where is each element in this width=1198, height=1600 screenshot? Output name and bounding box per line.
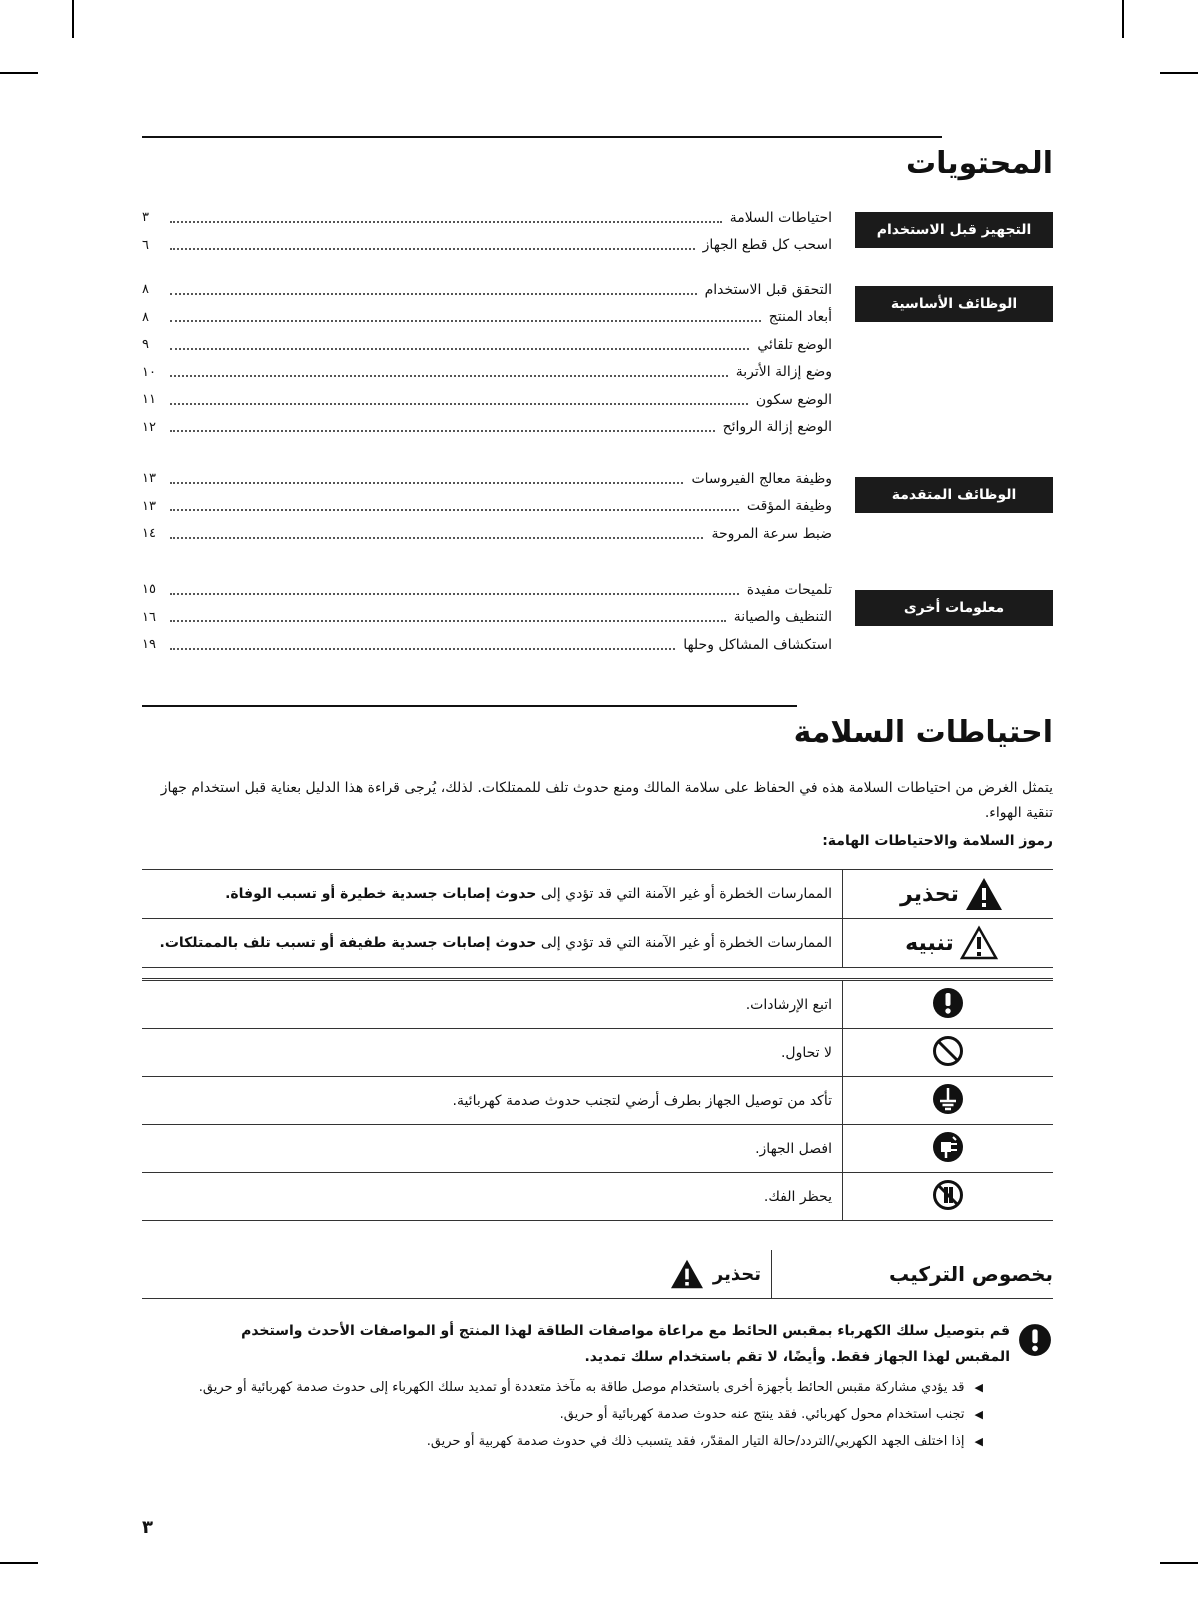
- note-item: [173, 1429, 983, 1454]
- toc-leader: [170, 430, 715, 432]
- toc-section-label: الوظائف الأساسية: [855, 286, 1053, 322]
- note-text: إذا اختلف الجهد الكهربي/التردد/حالة التيار المقدّر، فقد يتسبب ذلك في حدوث صدمة كهربية أو حريق.: [426, 1434, 965, 1449]
- toc-entries: [142, 465, 832, 548]
- toc-entry[interactable]: [142, 276, 832, 304]
- toc-leader: [170, 593, 739, 595]
- toc-title: التحقق قبل الاستخدام: [704, 281, 832, 298]
- toc-title: اسحب كل قطع الجهاز: [702, 237, 832, 254]
- toc-title: التنظيف والصيانة: [733, 609, 832, 626]
- install-warning-cell: [142, 1250, 772, 1298]
- toc-leader: [170, 648, 675, 650]
- toc-entries: [142, 204, 832, 259]
- toc-title: وضع إزالة الأتربة: [735, 364, 832, 381]
- toc-leader: [170, 509, 739, 511]
- follow-instructions-icon: [932, 987, 964, 1019]
- toc-group: [142, 576, 1053, 666]
- install-warning-label: تحذير: [712, 1263, 761, 1285]
- toc-entries: [142, 276, 832, 441]
- toc-leader: [170, 320, 761, 322]
- toc-title: الوضع تلقائي: [757, 336, 832, 353]
- toc-section-label: الوظائف المتقدمة: [855, 477, 1053, 513]
- toc-section-label: التجهيز قبل الاستخدام: [855, 212, 1053, 248]
- symbol-meaning: اتبع الإرشادات.: [142, 981, 843, 1029]
- toc-group: [142, 204, 1053, 264]
- toc-group: [142, 465, 1053, 555]
- toc-entry[interactable]: [142, 604, 832, 632]
- toc-leader: [170, 620, 726, 622]
- toc-page: ١٥: [142, 582, 156, 598]
- toc-heading-rule: [142, 136, 942, 138]
- toc-entry[interactable]: [142, 304, 832, 332]
- toc-leader: [170, 293, 697, 295]
- toc-leader: [170, 403, 748, 405]
- toc-leader: [170, 221, 722, 223]
- note-item: [173, 1402, 983, 1427]
- toc-page: ١٣: [142, 498, 156, 514]
- caution-label: تنبيه: [905, 930, 954, 956]
- toc-entry[interactable]: [142, 465, 832, 493]
- hazard-levels-table: [142, 869, 1053, 968]
- toc-title: أبعاد المنتج: [768, 309, 832, 326]
- symbol-cell: [843, 1029, 1054, 1077]
- toc-leader: [170, 537, 703, 539]
- toc-leader: [170, 482, 683, 484]
- warning-label: تحذير: [900, 881, 959, 907]
- toc-title: ضبط سرعة المروحة: [711, 525, 832, 542]
- note-text: تجنب استخدام محول كهربائي. فقد ينتج عنه حدوث صدمة كهربائية أو حريق.: [559, 1407, 965, 1422]
- toc-page: ١٩: [142, 637, 156, 653]
- toc-entry[interactable]: [142, 204, 832, 232]
- safety-heading-rule: [142, 705, 797, 707]
- symbol-meaning: يحظر الفك.: [142, 1173, 843, 1221]
- ground-icon: [932, 1083, 964, 1115]
- hazard-symbol: [843, 870, 1054, 919]
- symbol-cell: [843, 1173, 1054, 1221]
- bullet-triangle-icon: ◀: [974, 1381, 983, 1394]
- toc-entry[interactable]: [142, 414, 832, 442]
- crop-mark: [0, 1562, 38, 1564]
- toc-entry[interactable]: [142, 359, 832, 387]
- toc-page: ١٦: [142, 609, 156, 625]
- symbol-cell: [843, 981, 1054, 1029]
- toc-page: ١٢: [142, 419, 156, 435]
- bullet-triangle-icon: ◀: [974, 1435, 983, 1448]
- toc-page: ٨: [142, 309, 149, 325]
- bullet-triangle-icon: ◀: [974, 1408, 983, 1421]
- caution-triangle-icon: [959, 925, 999, 961]
- symbols-heading: رموز السلامة والاحتياطات الهامة:: [822, 833, 1053, 849]
- toc-title: استكشاف المشاكل وحلها: [683, 636, 832, 653]
- crop-mark: [1122, 0, 1124, 38]
- toc-group: [142, 276, 1053, 446]
- table-divider: [142, 978, 1053, 979]
- toc-page: ١٠: [142, 364, 156, 380]
- toc-entry[interactable]: [142, 232, 832, 260]
- toc-title: وظيفة معالج الفيروسات: [691, 470, 832, 487]
- toc-title: الوضع سكون: [755, 391, 832, 408]
- symbol-meaning: افصل الجهاز.: [142, 1125, 843, 1173]
- toc-entry[interactable]: [142, 493, 832, 521]
- crop-mark: [0, 72, 38, 74]
- toc-title: تلميحات مفيدة: [746, 581, 832, 598]
- toc-leader: [170, 375, 728, 377]
- install-title: بخصوص التركيب: [889, 1262, 1053, 1286]
- symbols-table: [142, 980, 1053, 1221]
- toc-page: ١٣: [142, 471, 156, 487]
- crop-mark: [1160, 1562, 1198, 1564]
- prohibited-icon: [932, 1035, 964, 1067]
- crop-mark: [1160, 72, 1198, 74]
- toc-page: ٩: [142, 337, 149, 353]
- symbol-cell: [843, 1125, 1054, 1173]
- toc-title: وظيفة المؤقت: [746, 498, 832, 515]
- toc-page: ١١: [142, 392, 156, 408]
- follow-instructions-icon: [1018, 1323, 1052, 1357]
- toc-page: ٨: [142, 282, 149, 298]
- toc-heading: المحتويات: [905, 146, 1053, 181]
- note-item: [173, 1375, 983, 1400]
- symbol-cell: [843, 1077, 1054, 1125]
- install-header: [142, 1250, 1053, 1299]
- crop-mark: [72, 0, 74, 38]
- safety-heading: احتياطات السلامة: [793, 715, 1053, 750]
- toc-page: ٦: [142, 237, 149, 253]
- install-notes: [173, 1375, 983, 1456]
- toc-leader: [170, 348, 749, 350]
- toc-leader: [170, 248, 695, 250]
- install-main-instruction: قم بتوصيل سلك الكهرباء بمقبس الحائط مع مراعاة مواصفات الطاقة لهذا المنتج أو المواصفات الأحدث واستخدم المقبس لهذا الجهاز فقط. وأيضًا، لا تقم باستخدام سلك تمديد.: [241, 1323, 1010, 1365]
- toc-page: ٣: [142, 210, 149, 226]
- toc-title: احتياطات السلامة: [729, 209, 832, 226]
- toc-title: الوضع إزالة الروائح: [722, 419, 832, 436]
- no-disassembly-icon: [932, 1179, 964, 1211]
- toc-entries: [142, 576, 832, 659]
- toc-entry[interactable]: [142, 576, 832, 604]
- symbol-meaning: تأكد من توصيل الجهاز بطرف أرضي لتجنب حدوث صدمة كهربائية.: [142, 1077, 843, 1125]
- hazard-description: الممارسات الخطرة أو غير الآمنة التي قد تؤدي إلى حدوث إصابات جسدية طفيفة أو تسبب تلف بالممتلكات.: [142, 919, 843, 968]
- note-text: قد يؤدي مشاركة مقبس الحائط بأجهزة أخرى باستخدام موصل طاقة به مآخذ متعددة أو تمديد سلك الكهرباء إلى حدوث صدمة كهربائية أو حريق.: [198, 1380, 965, 1395]
- warning-triangle-icon: [964, 876, 1004, 912]
- warning-triangle-icon: [669, 1258, 705, 1290]
- symbol-meaning: لا تحاول.: [142, 1029, 843, 1077]
- unplug-icon: [932, 1131, 964, 1163]
- hazard-description: الممارسات الخطرة أو غير الآمنة التي قد تؤدي إلى حدوث إصابات جسدية خطيرة أو تسبب الوفاة.: [142, 870, 843, 919]
- page-number: ٣: [142, 1517, 153, 1538]
- safety-intro: يتمثل الغرض من احتياطات السلامة هذه في الحفاظ على سلامة المالك ومنع حدوث تلف للممتلكات. لذلك، يُرجى قراءة هذا الدليل بعناية قبل استخدام جهاز تنقية الهواء.: [160, 780, 1053, 821]
- toc-page: ١٤: [142, 526, 156, 542]
- toc-entry[interactable]: [142, 520, 832, 548]
- hazard-symbol: [843, 919, 1054, 968]
- toc-section-label: معلومات أخرى: [855, 590, 1053, 626]
- toc-entry[interactable]: [142, 386, 832, 414]
- toc-entry[interactable]: [142, 331, 832, 359]
- toc-entry[interactable]: [142, 631, 832, 659]
